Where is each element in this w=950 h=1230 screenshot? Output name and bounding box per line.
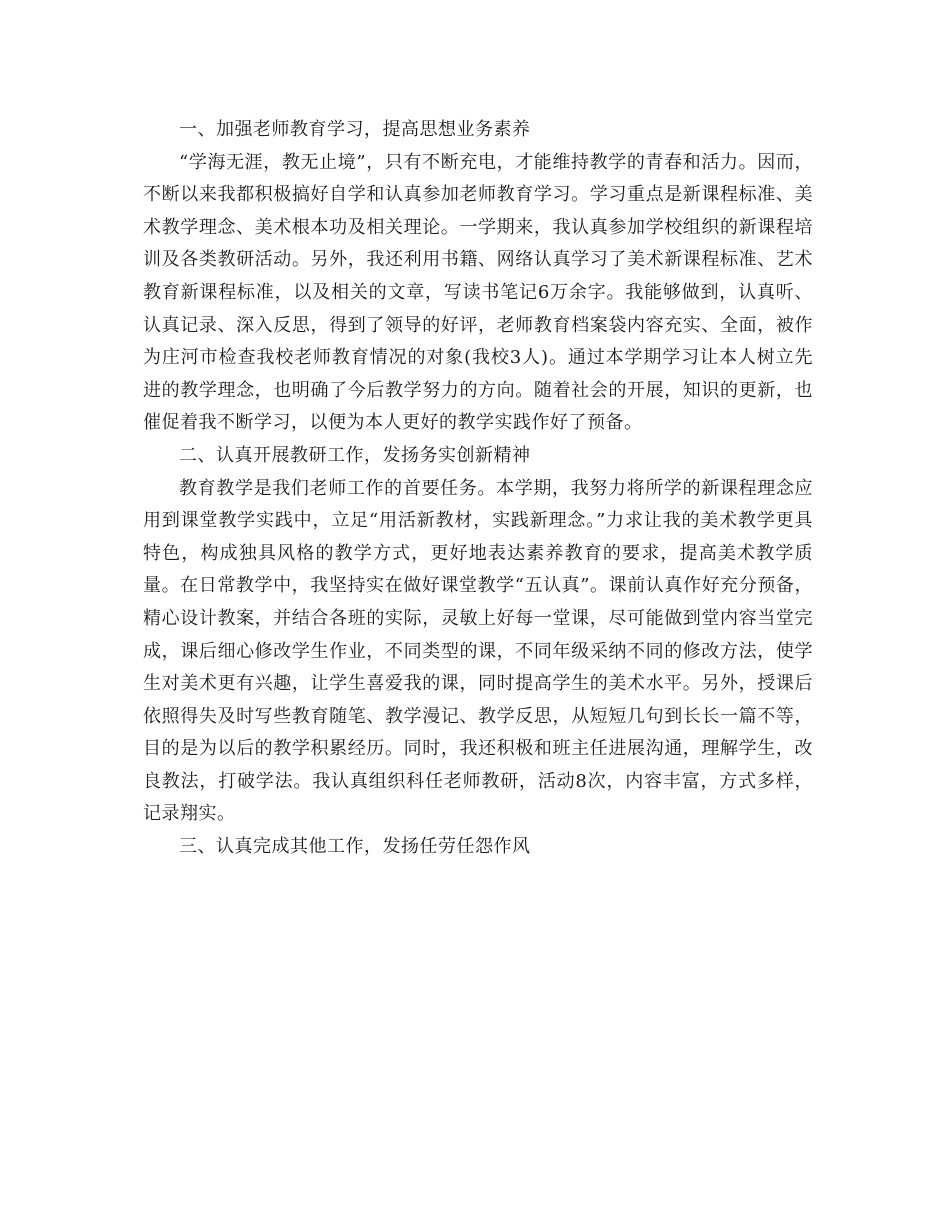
document-body bbox=[143, 114, 813, 864]
section-paragraph-1: “学海无涯，教无止境”，只有不断充电，才能维持教学的青春和活力。因而，不断以来我都积极搞好自学和认真参加老师教育学习。学习重点是新课程标准、美术教学理念、美术根本功及相关理论。一学期来，我认真参加学校组织的新课程培训及各类教研活动。另外，我还利用书籍、网络认真学习了美术新课程标准、艺术教育新课程标准，以及相关的文章，写读书笔记6万余字。我能够做到，认真听、认真记录、深入反思，得到了领导的好评，老师教育档案袋内容充实、全面，被作为庄河市检查我校老师教育情况的对象(我校3人)。通过本学期学习让本人树立先进的教学理念，也明确了今后教学努力的方向。随着社会的开展，知识的更新，也催促着我不断学习，以便为本人更好的教学实践作好了预备。 bbox=[143, 151, 813, 434]
section-heading-3: 三、认真完成其他工作，发扬任劳任怨作风 bbox=[179, 836, 531, 858]
section-heading-1: 一、加强老师教育学习，提高思想业务素养 bbox=[179, 119, 531, 140]
section-heading-2: 二、认真开展教研工作，发扬务实创新精神 bbox=[179, 444, 531, 466]
section-paragraph-2: 教育教学是我们老师工作的首要任务。本学期，我努力将所学的新课程理念应用到课堂教学实践中，立足“用活新教材，实践新理念。”力求让我的美术教学更具特色，构成独具风格的教学方式，更好地表达素养教育的要求，提高美术教学质量。在日常教学中，我坚持实在做好课堂教学“五认真”。课前认真作好充分预备，精心设计教案，并结合各班的实际，灵敏上好每一堂课，尽可能做到堂内容当堂完成，课后细心修改学生作业，不同类型的课，不同年级采纳不同的修改方法，使学生对美术更有兴趣，让学生喜爱我的课，同时提高学生的美术水平。另外，授课后依照得失及时写些教育随笔、教学漫记、教学反思，从短短几句到长长一篇不等，目的是为以后的教学积累经历。同时，我还积极和班主任进展沟通，理解学生，改良教法，打破学法。我认真组织科任老师教研，活动8次，内容丰富，方式多样，记录翔实。 bbox=[143, 477, 813, 825]
